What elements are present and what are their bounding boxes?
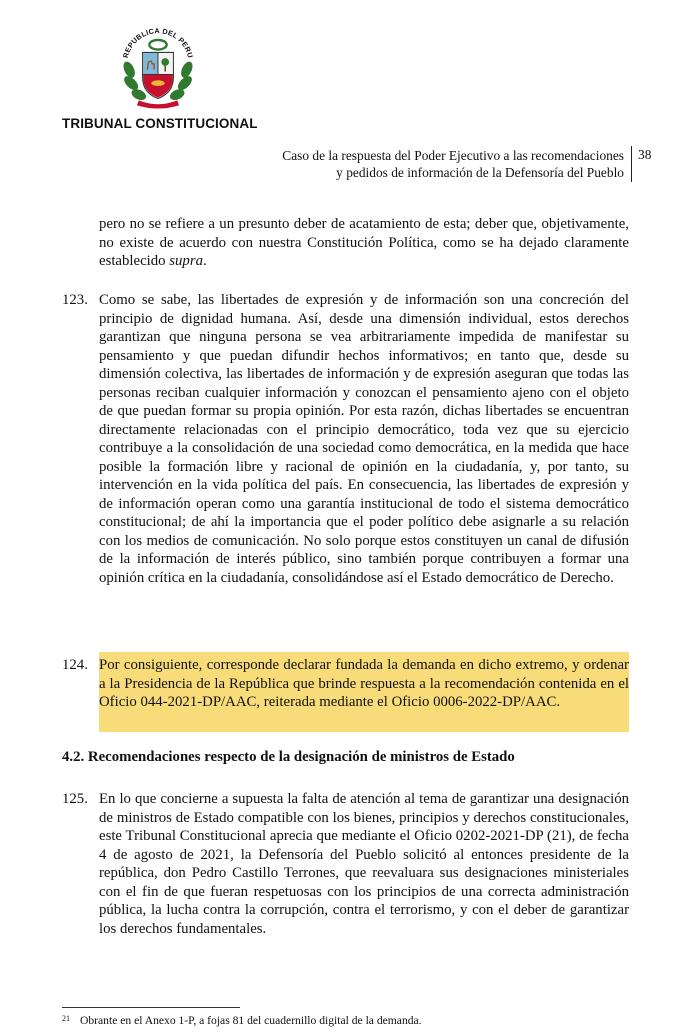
continuation-emphasis: supra (169, 253, 203, 269)
footnote-rule (62, 1007, 240, 1008)
paragraph-number: 124. (62, 657, 88, 673)
section-heading: 4.2. Recomendaciones respecto de la designación de ministros de Estado (62, 749, 515, 765)
peru-coat-of-arms-seal (110, 14, 206, 110)
seal-arc-text: REPUBLICA DEL PERU (120, 26, 196, 59)
paragraph-125-text: En lo que concierne a supuesta la falta de atención al tema de garantizar una designación de ministros de Estado compatible con los bienes, principios y derechos constitucionales, este Tribunal Constitucional aprecia que mediante el Oficio 0202-2021-DP (21), de fecha 4 de agosto de 2021, la Defensoría del Pueblo solicitó al entonces presidente de la república, don Pedro Castillo Terrones, que reevaluara sus designaciones ministeriales con el fin de que fueran respetuosas con los principios de una correcta administración pública, la lucha contra la corrupción, contra el terrorismo, y con el deber de garantizar los derechos fundamentales. (99, 791, 629, 937)
continuation-paragraph (99, 215, 629, 271)
continuation-text: pero no se refiere a un presunto deber de acatamiento de esta; deber que, objetivamente, no existe de acuerdo con nuestra Constitución Política, como se ha dejado claramente establecido (99, 216, 629, 269)
page-number: 38 (638, 147, 652, 162)
paragraph-number: 125. (62, 791, 88, 807)
paragraph-124-text: Por consiguiente, corresponde declarar fundada la demanda en dicho extremo, y ordenar a la Presidencia de la República que brinde respuesta a la recomendación contenida en el Oficio 044-2021-DP/AAC, reiterada mediante el Oficio 0006-2022-DP/AAC. (99, 657, 629, 710)
footnote-marker: 21 (62, 1014, 70, 1023)
footnote-text: Obrante en el Anexo 1-P, a fojas 81 del cuadernillo digital de la demanda. (80, 1014, 422, 1027)
continuation-end: . (202, 253, 207, 269)
paragraph-number: 123. (62, 292, 88, 308)
header-divider (631, 146, 632, 182)
running-title-line2: y pedidos de información de la Defensoría del Pueblo (336, 165, 624, 180)
running-head (200, 147, 624, 181)
paragraph-123-text: Como se sabe, las libertades de expresión y de información son una concreción del principio de dignidad humana. Así, desde una dimensión individual, estos derechos garantizan que ninguna persona se vea arbitrariamente impedida de manifestar su pensamiento y que puedan difundir hechos informativos; en tanto que, desde su dimensión colectiva, las libertades de información y de expresión aseguran que todas las personas reciban cualquier información y conozcan el pensamiento ajeno con el objeto de que puedan formar su propia opinión. Por esta razón, dichas libertades se encuentran directamente relacionadas con el principio democrático, toda vez que su ejercicio contribuye a la consolidación de una sociedad como democrática, en la medida que hace posible la formación libre y racional de opinión en la ciudadanía, y, por tanto, su intervención en la vida política del país. En consecuencia, las libertades de expresión y de información operan como una garantía institucional de todo el sistema democrático constitucional; de ahí la importancia que el poder político debe asignarle a su relación con los medios de comunicación. No solo porque estos constituyen un canal de difusión de la información de interés público, sino también porque contribuyen a formar una opinión crítica en la ciudadanía, consolidándose así el Estado democrático de Derecho. (99, 292, 629, 586)
institution-name: TRIBUNAL CONSTITUCIONAL (62, 116, 258, 131)
footnote (62, 1014, 422, 1027)
running-title-line1: Caso de la respuesta del Poder Ejecutivo a las recomendaciones (282, 148, 624, 163)
